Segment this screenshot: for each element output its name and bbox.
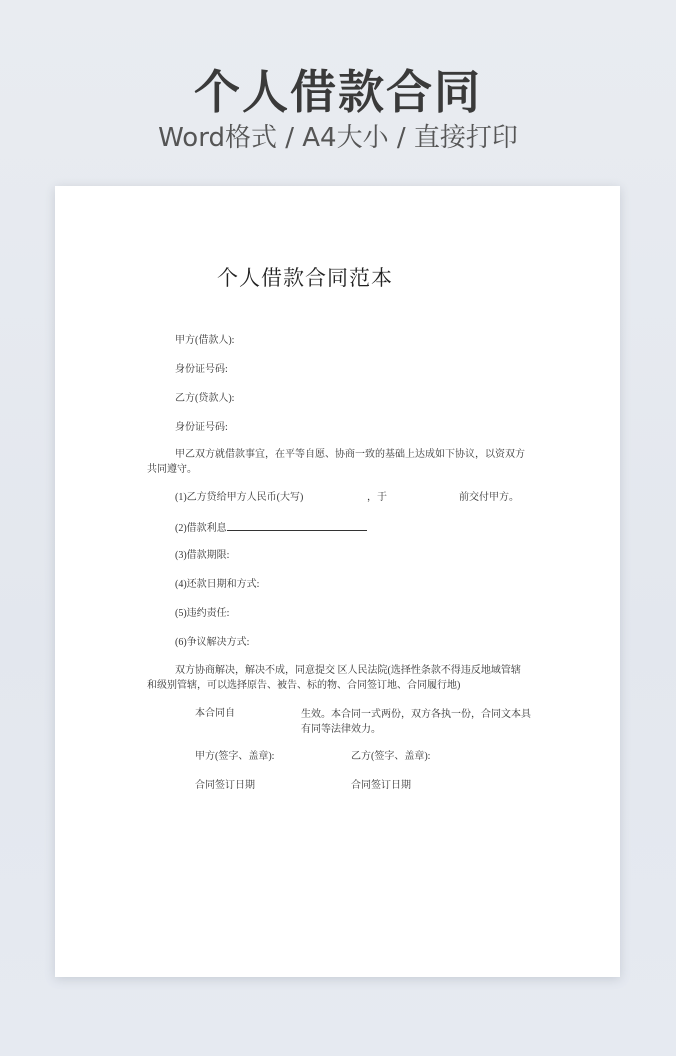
clause-1-end: 前交付甲方。 [459,492,519,503]
clause-6-text: (6)争议解决方式: [175,637,250,648]
clause-4-text: (4)还款日期和方式: [175,579,260,590]
clause-1-connector: ，于 [367,492,387,503]
clause-2-line [175,520,367,536]
clause-2-text: (2)借款利息 [175,523,227,534]
party-b-signature-label: 乙方(签字、盖章): [351,751,431,762]
party-a-signature-label: 甲方(签字、盖章): [195,751,275,762]
banner-subtitle: Word格式 / A4大小 / 直接打印 [158,123,518,153]
dispute-paragraph: 双方协商解决，解决不成，同意提交 区人民法院(选择性条款不得违反地域管辖和级别管辖，可以选择原告、被告、标的物、合同签订地、合同履行地) [147,665,521,691]
party-b-label: 乙方(贷款人): [175,393,235,404]
party-a-label: 甲方(借款人): [175,335,235,346]
effect-start: 本合同自 [195,708,235,719]
document-page [55,186,620,977]
party-a-date-label: 合同签订日期 [195,780,255,791]
clause-1-text: (1)乙方贷给甲方人民币(大写) [175,492,304,503]
party-b-date-label: 合同签订日期 [351,780,411,791]
clause-5-text: (5)违约责任: [175,608,230,619]
effect-paragraph: 生效。本合同一式两份，双方各执一份，合同文本具有同等法律效力。 [301,709,531,735]
party-a-id-label: 身份证号码: [175,364,228,375]
party-b-id-label: 身份证号码: [175,422,228,433]
intro-paragraph: 甲乙双方就借款事宜，在平等自愿、协商一致的基础上达成如下协议，以资双方共同遵守。 [147,449,525,475]
document-title: 个人借款合同范本 [217,266,393,290]
clause-3-text: (3)借款期限: [175,550,230,561]
banner-title: 个人借款合同 [194,65,482,119]
clause-2-blank [227,520,367,531]
